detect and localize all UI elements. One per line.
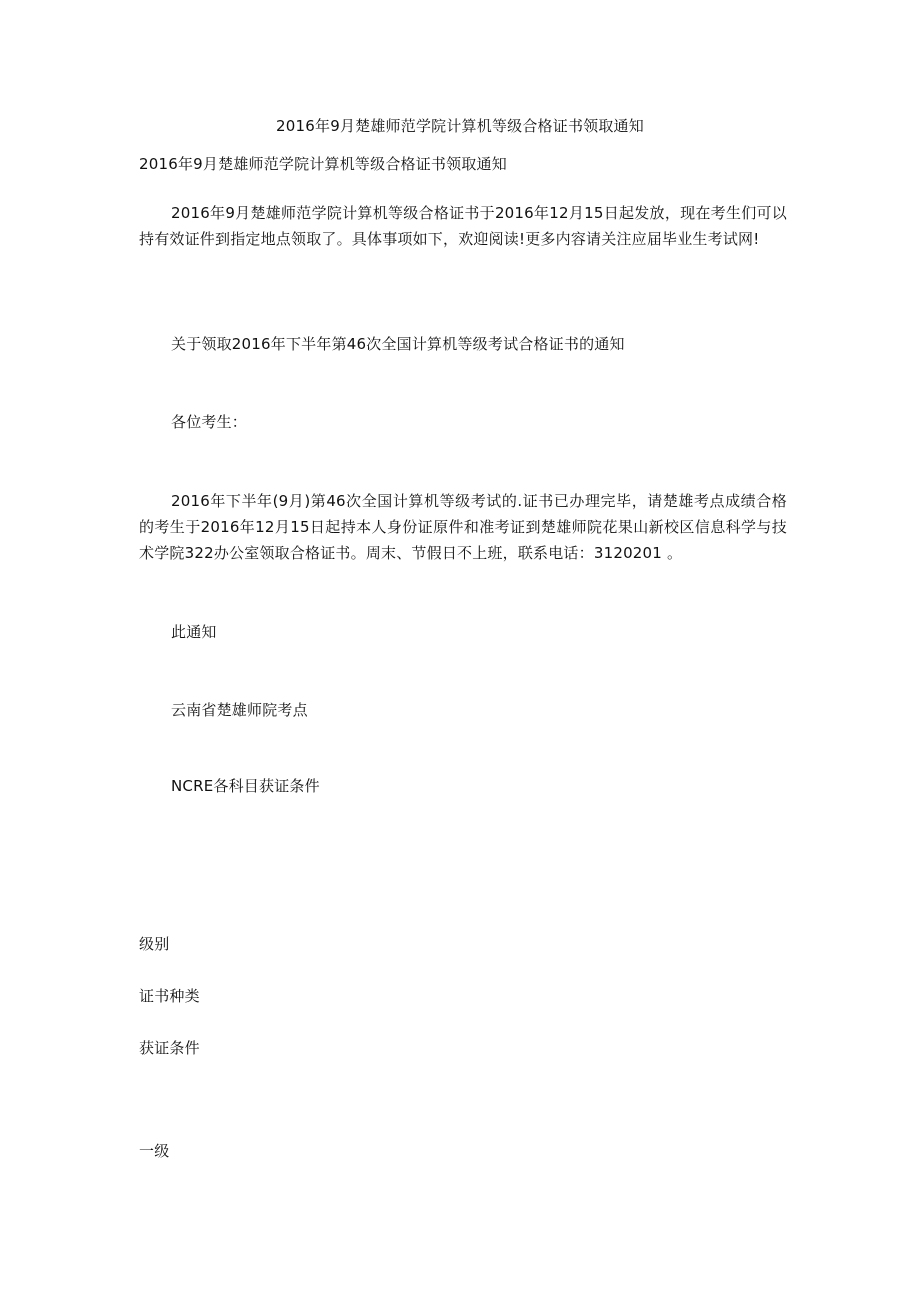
table-header-level: 级别 — [139, 935, 170, 953]
table-header-condition: 获证条件 — [139, 1039, 200, 1057]
ncre-heading: NCRE各科目获证条件 — [171, 777, 320, 795]
salutation: 各位考生： — [171, 413, 248, 431]
document-title: 2016年9月楚雄师范学院计算机等级合格证书领取通知 — [276, 117, 644, 135]
notice-body: 2016年下半年(9月)第46次全国计算机等级考试的.证书已办理完毕，请楚雄考点成绩合格的考生于2016年12月15日起持本人身份证原件和准考证到楚雄师院花果山新校区信息科学与技术学院322办公室领取合格证书。周末、节假日不上班，联系电话：3120201 。 — [139, 492, 787, 562]
closing-text: 此通知 — [171, 623, 217, 641]
document-subtitle: 2016年9月楚雄师范学院计算机等级合格证书领取通知 — [139, 155, 507, 173]
table-header-cert-type: 证书种类 — [139, 987, 200, 1005]
level-one-label: 一级 — [139, 1142, 170, 1160]
notice-heading: 关于领取2016年下半年第46次全国计算机等级考试合格证书的通知 — [171, 335, 625, 353]
intro-paragraph: 2016年9月楚雄师范学院计算机等级合格证书于2016年12月15日起发放，现在考生们可以持有效证件到指定地点领取了。具体事项如下，欢迎阅读!更多内容请关注应届毕业生考试网! — [139, 204, 787, 248]
signature: 云南省楚雄师院考点 — [171, 701, 308, 719]
